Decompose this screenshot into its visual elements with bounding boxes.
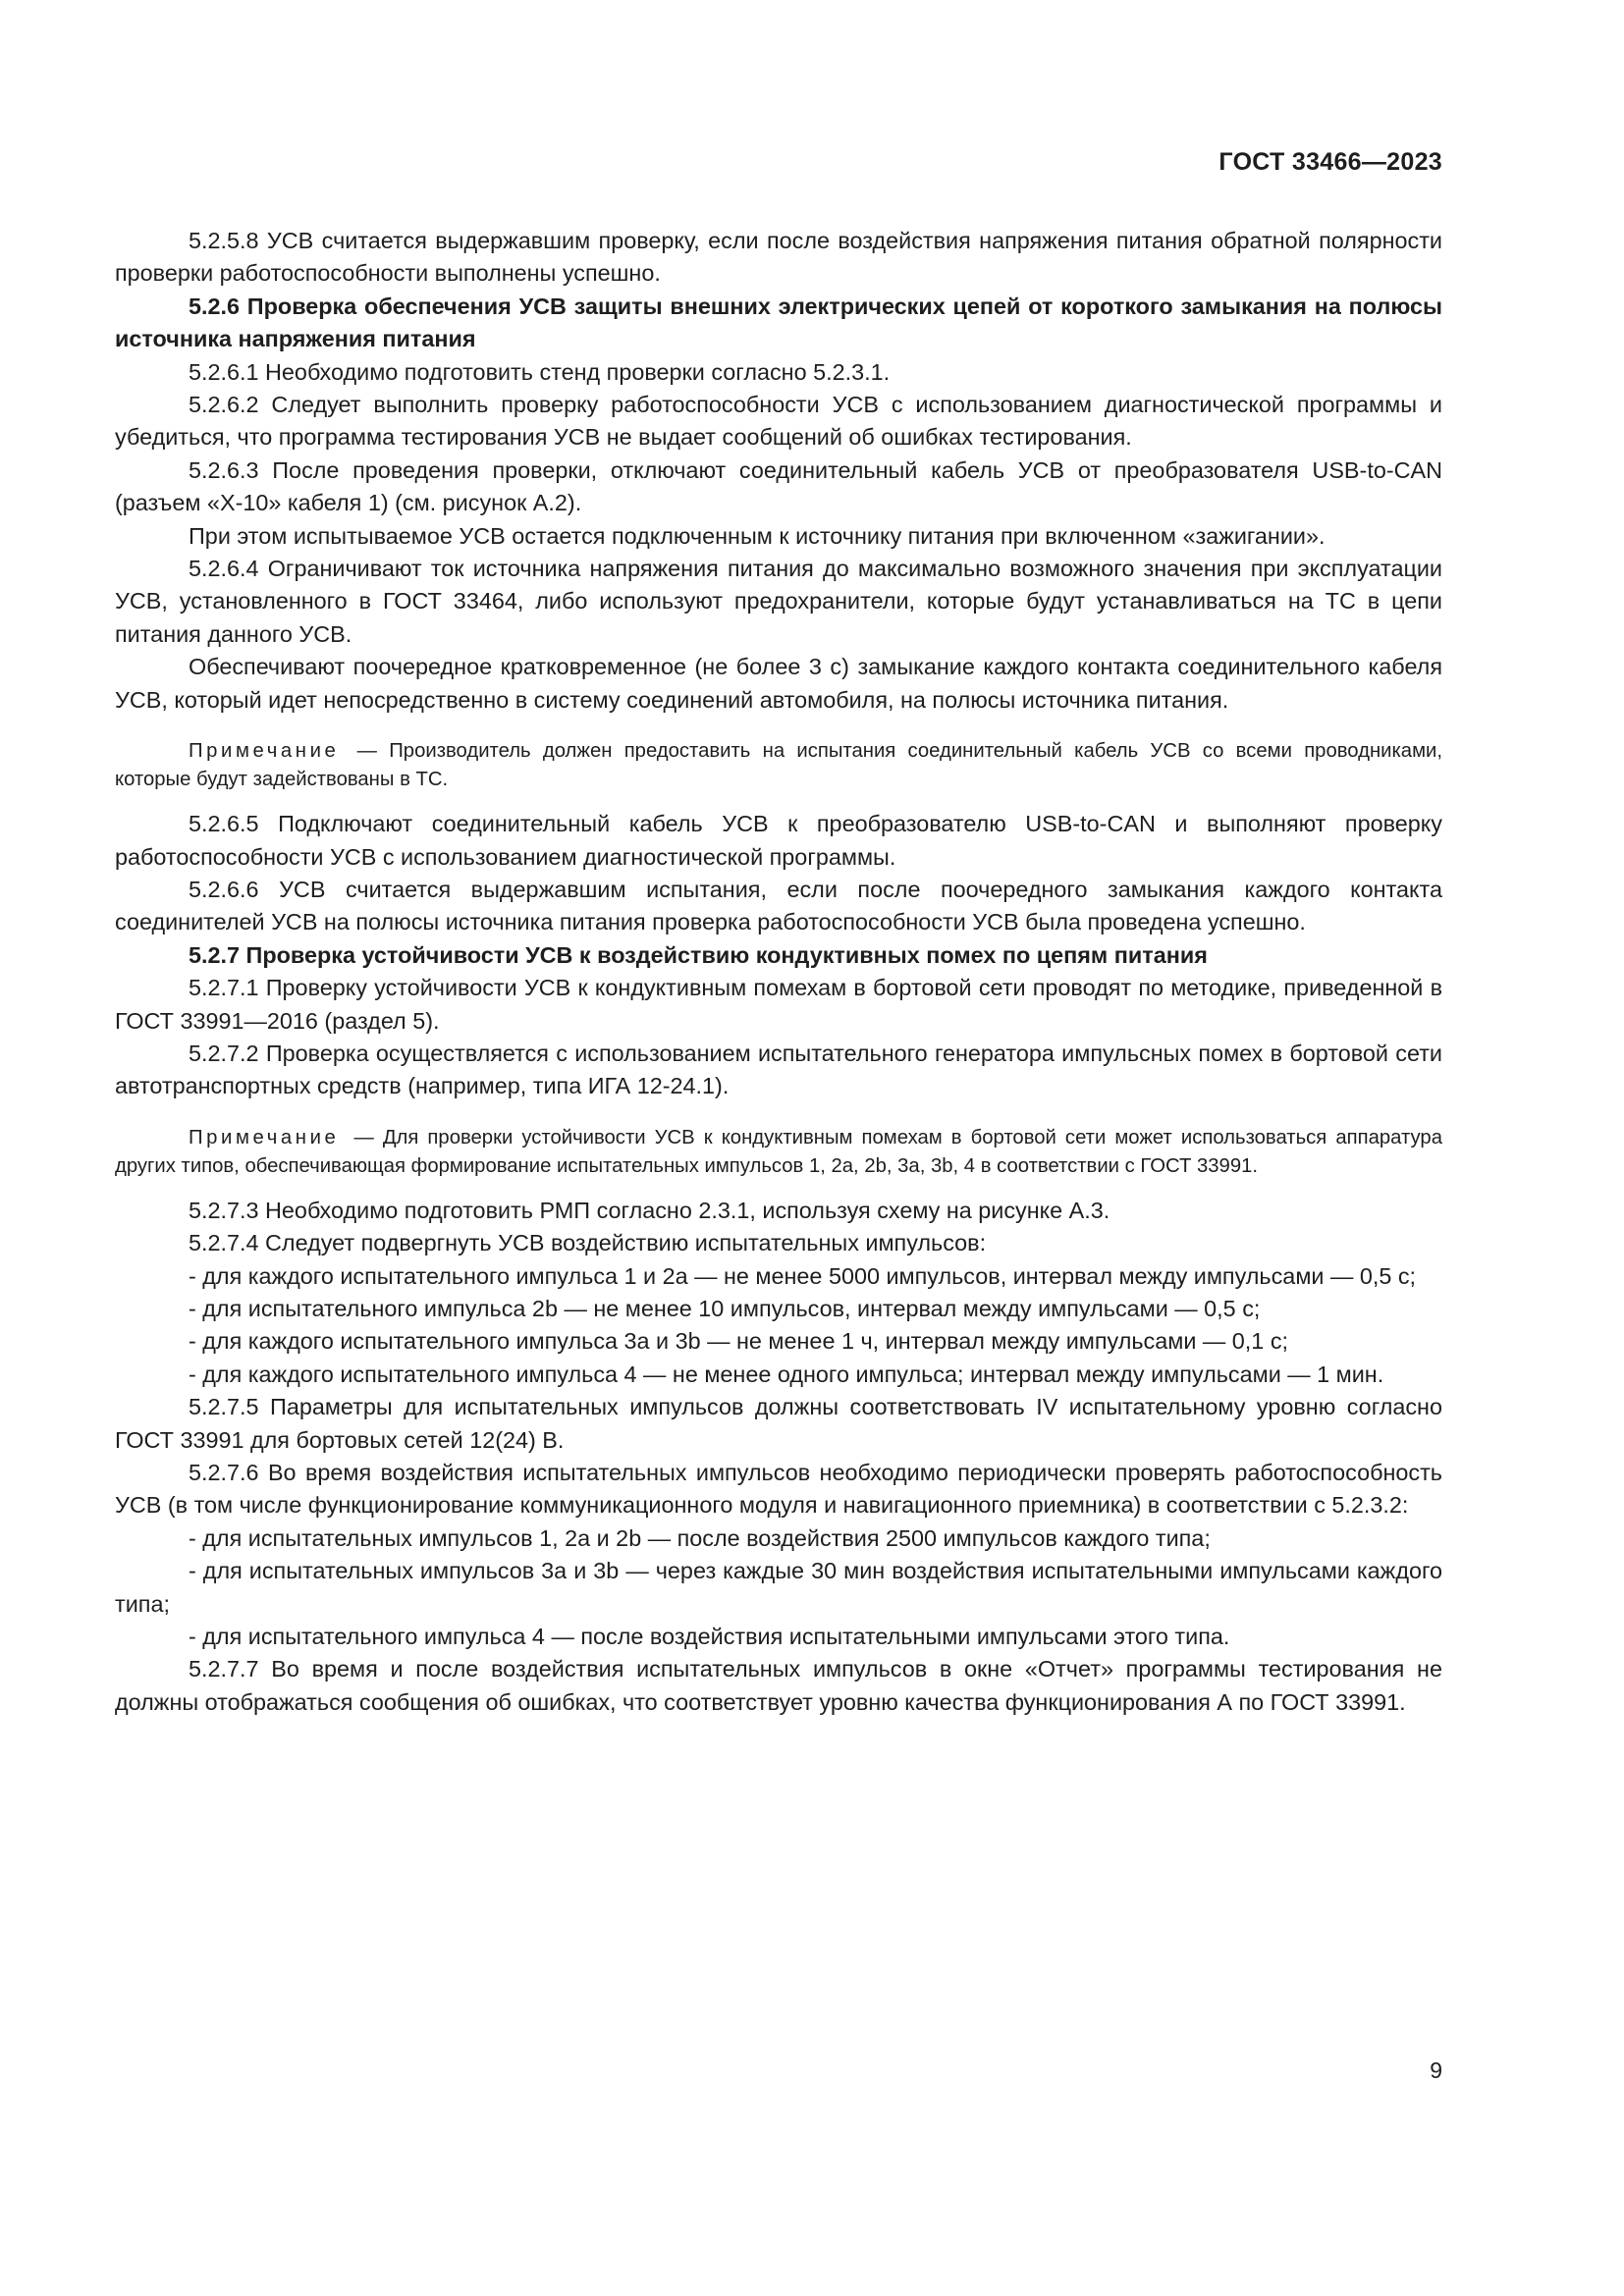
paragraph-5-2-6-3: 5.2.6.3 После проведения проверки, отключают соединительный кабель УСВ от преобразователя USB-to-CAN (разъем «Х-10» кабеля 1) (см. рисунок А.2). — [115, 456, 1442, 516]
paragraph-5-2-6-4: 5.2.6.4 Ограничивают ток источника напряжения питания до максимально возможного значения при эксплуатации УСВ, установленного в ГОСТ 33464, либо используют предохранители, которые будут устанавливаться на ТС в цепи питания данного УСВ. — [115, 556, 1442, 647]
paragraph-5-2-6-3-continued: При этом испытываемое УСВ остается подключенным к источнику питания при включенном «зажигании». — [189, 522, 1326, 549]
paragraph-5-2-6-2: 5.2.6.2 Следует выполнить проверку работоспособности УСВ с использованием диагностической программы и убедиться, что программа тестирования УСВ не выдает сообщений об ошибках тестирования. — [115, 392, 1442, 451]
list-item-check-3a-3b: - для испытательных импульсов 3a и 3b — через каждые 30 мин воздействия испытательными импульсами каждого типа; — [115, 1558, 1442, 1617]
list-item-pulse-2b: - для испытательного импульса 2b — не менее 10 импульсов, интервал между импульсами — 0,5 с; — [189, 1295, 1261, 1321]
paragraph-5-2-7-1: 5.2.7.1 Проверку устойчивости УСВ к кондуктивным помехам в бортовой сети проводят по методике, приведенной в ГОСТ 33991—2016 (раздел 5). — [115, 975, 1442, 1034]
paragraph-5-2-5-8: 5.2.5.8 УСВ считается выдержавшим проверку, если после воздействия напряжения питания обратной полярности проверки работоспособности выполнены успешно. — [115, 228, 1442, 287]
note-1-label: Примечание — [189, 740, 340, 763]
paragraph-5-2-7-2: 5.2.7.2 Проверка осуществляется с использованием испытательного генератора импульсных помех в бортовой сети автотранспортных средств (например, типа ИГА 12-24.1). — [115, 1040, 1442, 1099]
paragraph-5-2-7-4: 5.2.7.4 Следует подвергнуть УСВ воздействию испытательных импульсов: — [189, 1230, 987, 1256]
section-heading-5-2-7: 5.2.7 Проверка устойчивости УСВ к воздействию кондуктивных помех по цепям питания — [189, 941, 1208, 968]
paragraph-5-2-6-4-continued: Обеспечивают поочередное кратковременное (не более 3 с) замыкание каждого контакта соединительного кабеля УСВ, который идет непосредственно в систему соединений автомобиля, на полюсы источника питания. — [115, 654, 1442, 713]
note-2-text: — Для проверки устойчивости УСВ к кондуктивным помехам в бортовой сети может использоваться аппаратура других типов, обеспечивающая формирование испытательных импульсов 1, 2a, 2b, 3a, 3b, 4 в соответствии с ГОСТ 33991. — [115, 1126, 1442, 1177]
page-number: 9 — [1430, 2057, 1442, 2083]
section-heading-5-2-6: 5.2.6 Проверка обеспечения УСВ защиты внешних электрических цепей от короткого замыкания на полюсы источника напряжения питания — [115, 293, 1442, 352]
list-item-pulse-4: - для каждого испытательного импульса 4 — не менее одного импульса; интервал между импульсами — 1 мин. — [189, 1361, 1384, 1387]
paragraph-5-2-6-1: 5.2.6.1 Необходимо подготовить стенд проверки согласно 5.2.3.1. — [189, 358, 891, 385]
paragraph-5-2-6-6: 5.2.6.6 УСВ считается выдержавшим испытания, если после поочередного замыкания каждого контакта соединителей УСВ на полюсы источника питания проверка работоспособности УСВ была проведена успешно. — [115, 876, 1442, 935]
page-body — [115, 225, 1442, 1719]
paragraph-5-2-6-5: 5.2.6.5 Подключают соединительный кабель УСВ к преобразователю USB-to-CAN и выполняют проверку работоспособности УСВ с использованием диагностической программы. — [115, 811, 1442, 870]
list-item-check-4: - для испытательного импульса 4 — после воздействия испытательными импульсами этого типа. — [189, 1624, 1230, 1650]
note-1 — [115, 737, 1442, 794]
note-2 — [115, 1124, 1442, 1181]
list-item-pulse-3a-3b: - для каждого испытательного импульса 3a и 3b — не менее 1 ч, интервал между импульсами — 0,1 с; — [189, 1328, 1289, 1355]
paragraph-5-2-7-5: 5.2.7.5 Параметры для испытательных импульсов должны соответствовать IV испытательному уровню согласно ГОСТ 33991 для бортовых сетей 12(24) В. — [115, 1394, 1442, 1453]
paragraph-5-2-7-3: 5.2.7.3 Необходимо подготовить РМП согласно 2.3.1, используя схему на рисунке А.3. — [189, 1197, 1110, 1223]
list-item-pulse-1-2a: - для каждого испытательного импульса 1 и 2a — не менее 5000 импульсов, интервал между импульсами — 0,5 с; — [189, 1262, 1417, 1289]
standard-code: ГОСТ 33466—2023 — [1218, 148, 1442, 176]
note-2-label: Примечание — [189, 1126, 340, 1148]
list-item-check-1-2a-2b: - для испытательных импульсов 1, 2a и 2b — после воздействия 2500 импульсов каждого типа; — [189, 1524, 1211, 1551]
paragraph-5-2-7-7: 5.2.7.7 Во время и после воздействия испытательных импульсов в окне «Отчет» программы тестирования не должны отображаться сообщения об ошибках, что соответствует уровню качества функционирования А по ГОСТ 33991. — [115, 1656, 1442, 1715]
note-1-text: — Производитель должен предоставить на испытания соединительный кабель УСВ со всеми проводниками, которые будут задействованы в ТС. — [115, 740, 1442, 791]
paragraph-5-2-7-6: 5.2.7.6 Во время воздействия испытательных импульсов необходимо периодически проверять работоспособность УСВ (в том числе функционирование коммуникационного модуля и навигационного приемника) в соответствии с 5.2.3.2: — [115, 1460, 1442, 1519]
